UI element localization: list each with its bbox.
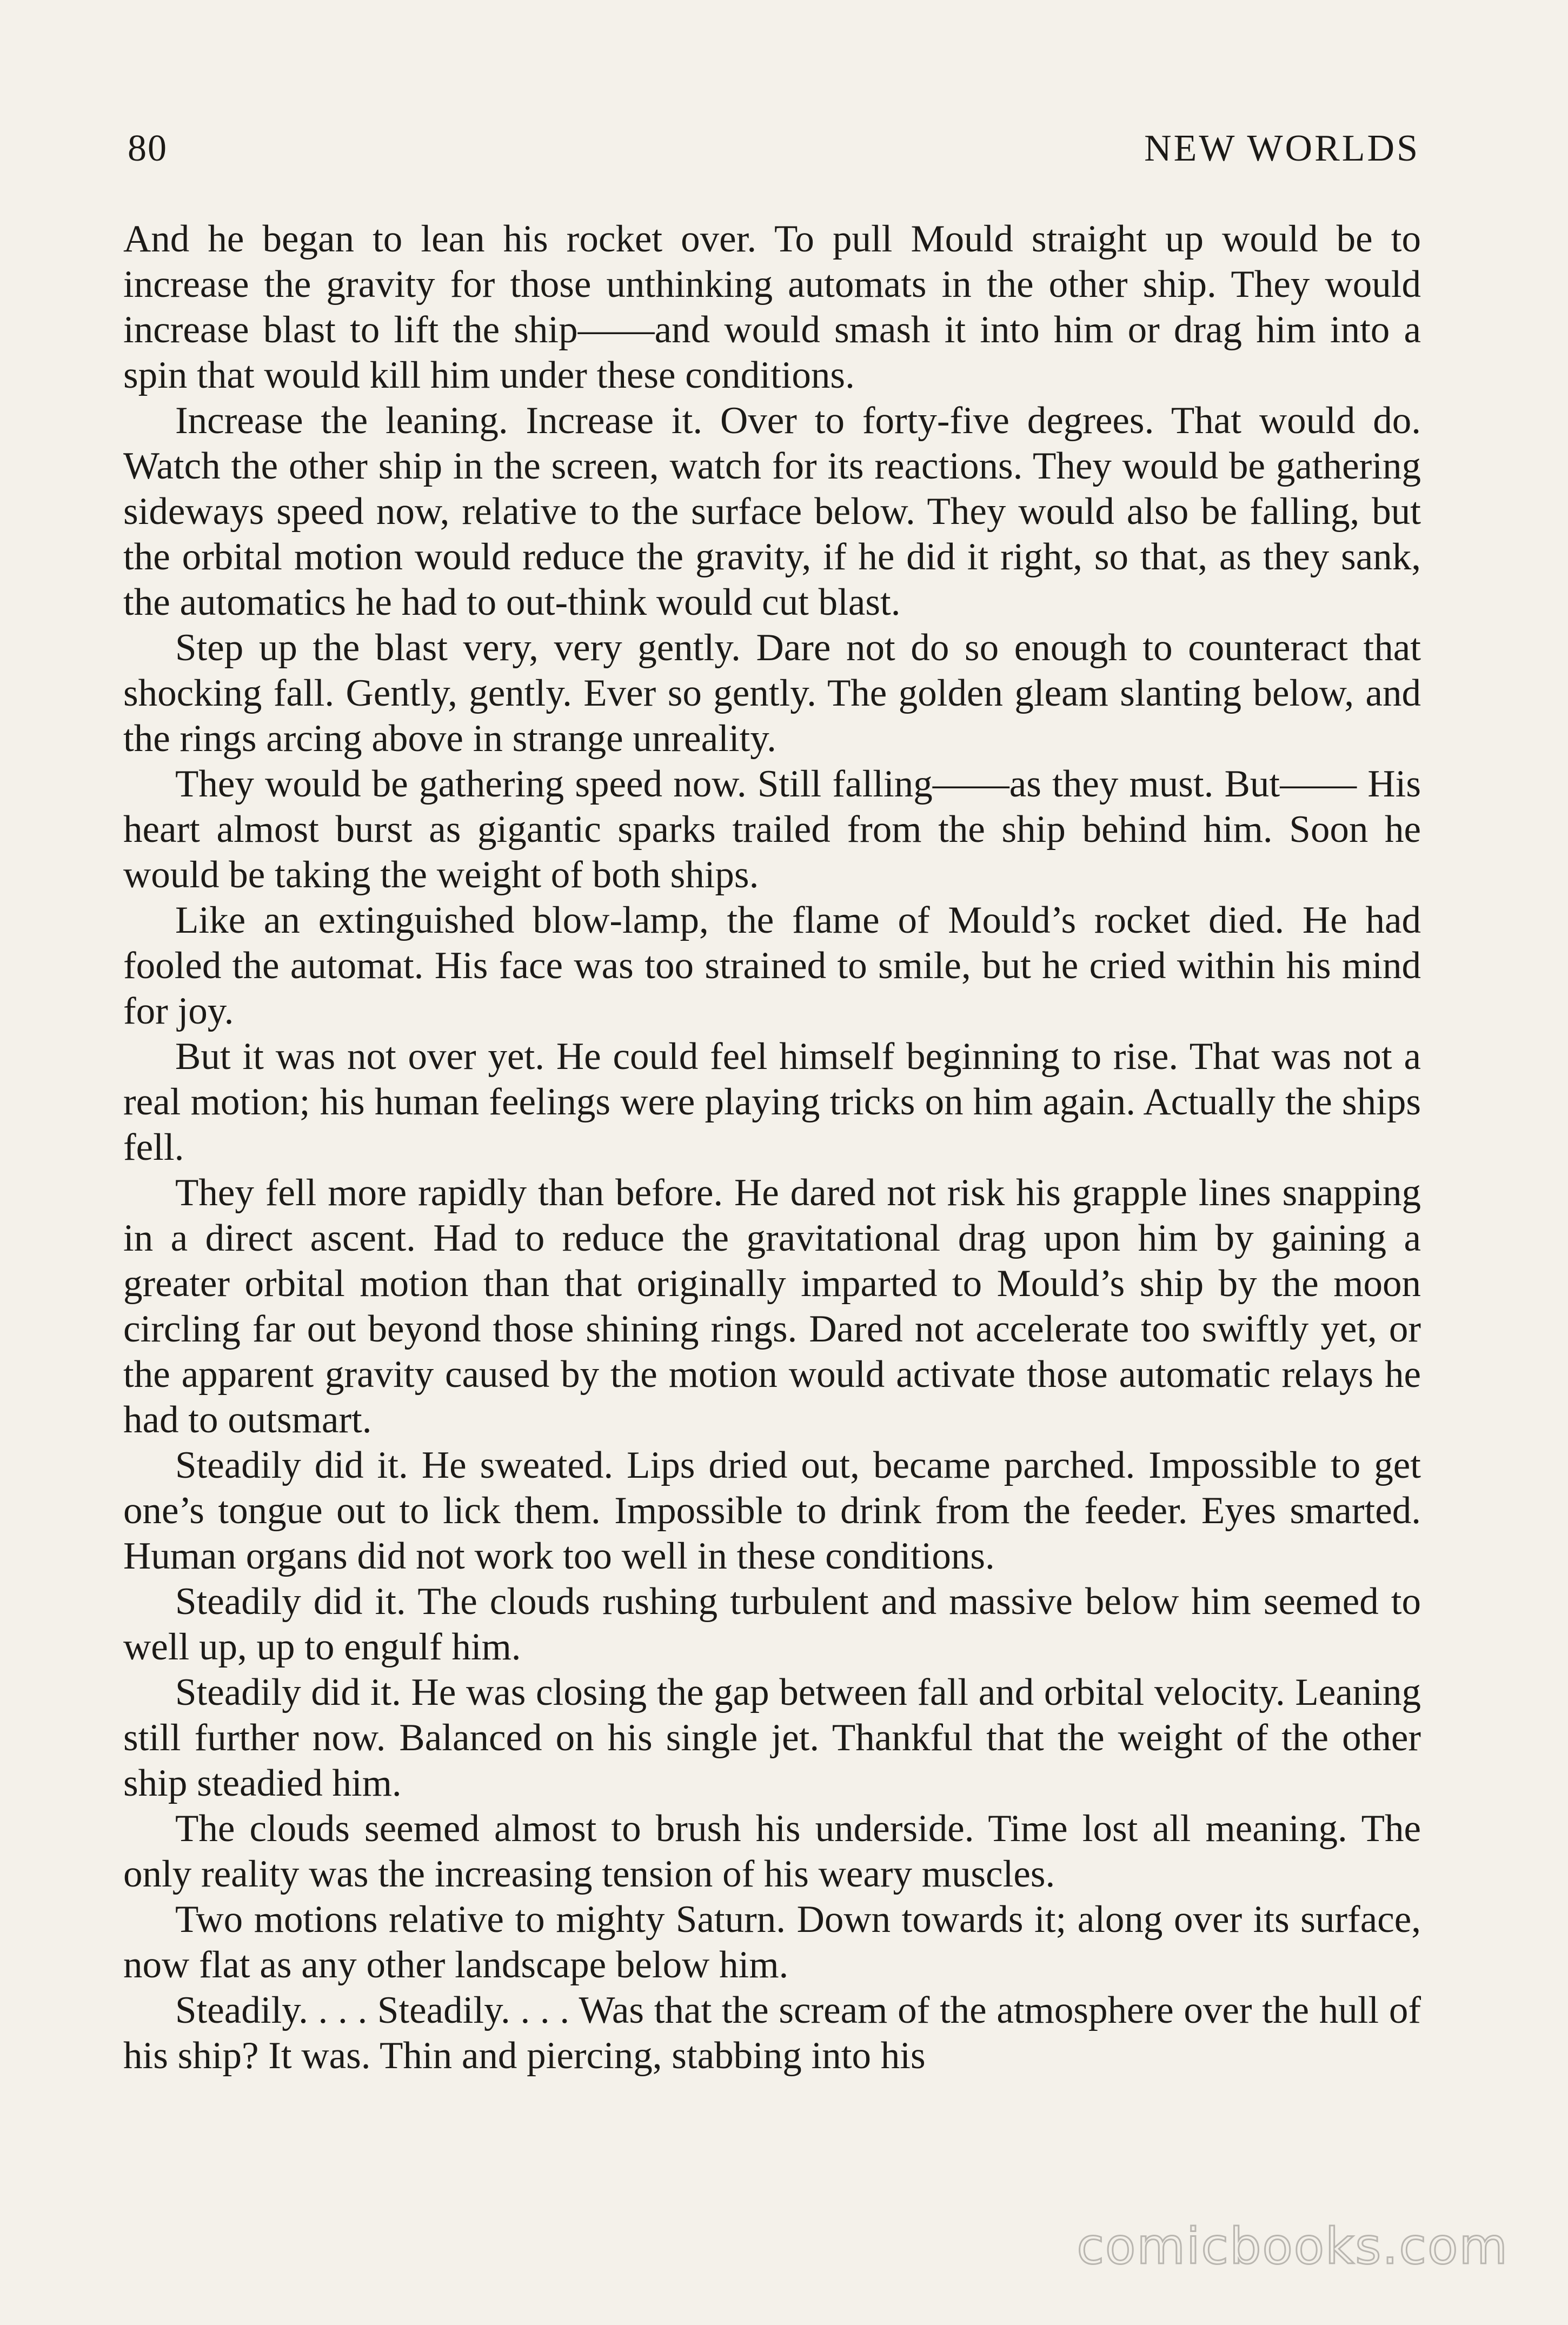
paragraph: Like an extinguished blow-lamp, the flame of Mould’s rocket died. He had fooled the automat. His face was too strained to smile, but he cried within his mind for joy. <box>123 899 1421 1032</box>
paragraph: They would be gathering speed now. Still falling——as they must. But—— His heart almost burst as gigantic sparks trailed from the ship behind him. Soon he would be taking the weight of both ships. <box>123 763 1421 896</box>
paragraph: Two motions relative to mighty Saturn. Down towards it; along over its surface, now flat as any other landscape below him. <box>123 1898 1421 1986</box>
page-number: 80 <box>128 128 168 169</box>
paragraph: And he began to lean his rocket over. To pull Mould straight up would be to increase the gravity for those unthinking automats in the other ship. They would increase blast to lift the ship——and would smash it into him or drag him into a spin that would kill him under these conditions. <box>123 218 1421 396</box>
watermark: comicbooks.com <box>1077 2217 1509 2275</box>
paragraph: The clouds seemed almost to brush his underside. Time lost all meaning. The only reality was the increasing tension of his weary muscles. <box>123 1808 1421 1895</box>
body-text <box>123 216 1421 2078</box>
paragraph: Steadily did it. He was closing the gap between fall and orbital velocity. Leaning still further now. Balanced on his single jet. Thankful that the weight of the other ship steadied him. <box>123 1671 1421 1804</box>
paragraph: Steadily. . . . Steadily. . . . Was that the scream of the atmosphere over the hull of his ship? It was. Thin and piercing, stabbing into his <box>123 1989 1421 2077</box>
paragraph: They fell more rapidly than before. He dared not risk his grapple lines snapping in a direct ascent. Had to reduce the gravitational drag upon him by gaining a greater orbital motion than that originally imparted to Mould’s ship by the moon circling far out beyond those shining rings. Dared not accelerate too swiftly yet, or the apparent gravity caused by the motion would activate those automatic relays he had to outsmart. <box>123 1172 1421 1441</box>
paragraph: Steadily did it. The clouds rushing turbulent and massive below him seemed to well up, up to engulf him. <box>123 1580 1421 1668</box>
paragraph: Steadily did it. He sweated. Lips dried out, became parched. Impossible to get one’s tongue out to lick them. Impossible to drink from the feeder. Eyes smarted. Human organs did not work too well in these conditions. <box>123 1444 1421 1577</box>
paragraph: Increase the leaning. Increase it. Over to forty-five degrees. That would do. Watch the other ship in the screen, watch for its reactions. They would be gathering sideways speed now, relative to the surface below. They would also be falling, but the orbital motion would reduce the gravity, if he did it right, so that, as they sank, the automatics he had to out-think would cut blast. <box>123 400 1421 623</box>
paragraph: Step up the blast very, very gently. Dare not do so enough to counteract that shocking fall. Gently, gently. Ever so gently. The golden gleam slanting below, and the rings arcing above in strange unreality. <box>123 627 1421 760</box>
paragraph: But it was not over yet. He could feel himself beginning to rise. That was not a real motion; his human feelings were playing tricks on him again. Actually the ships fell. <box>123 1035 1421 1168</box>
running-title: NEW WORLDS <box>1144 128 1420 169</box>
running-head <box>128 124 1420 173</box>
